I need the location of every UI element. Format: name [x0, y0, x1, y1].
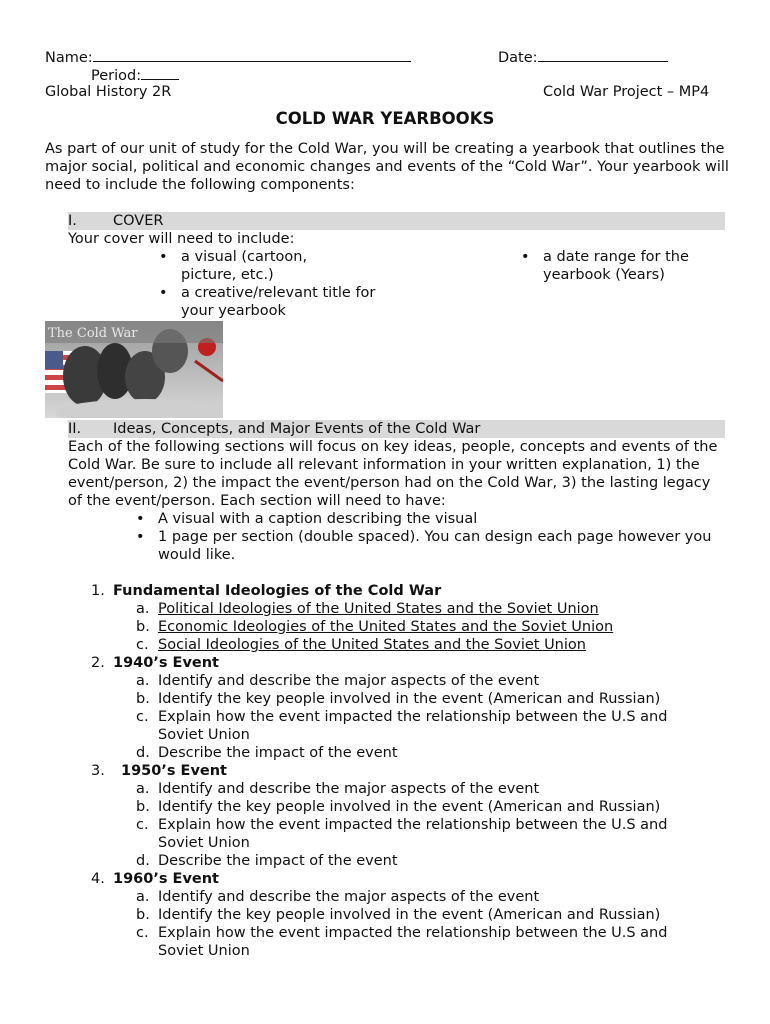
item-1-sub-c [136, 636, 586, 654]
item-2-sub-a [136, 672, 540, 690]
item-4-sub-b [136, 906, 661, 924]
item-2-title: 1940’s Event [113, 655, 219, 671]
item-4-number: 4. [91, 871, 105, 887]
section-1-heading-bar [68, 212, 725, 230]
item-1-title: Fundamental Ideologies of the Cold War [113, 583, 442, 599]
item-1-number: 1. [91, 583, 105, 599]
cover-bullet-visual: • a visual (cartoon, picture, etc.) [181, 248, 366, 284]
item-3-sub-c-text: Explain how the event impacted the relationship between the U.S and Soviet Union [158, 817, 668, 851]
item-3-sub-b-letter: b. [136, 799, 150, 815]
item-4-sub-c [136, 924, 698, 960]
section-2-heading: Ideas, Concepts, and Major Events of the Cold War [113, 421, 481, 437]
course-name: Global History 2R [45, 84, 172, 100]
item-3-sub-b [136, 798, 661, 816]
item-4-title: 1960’s Event [113, 871, 219, 887]
cover-image-lettering: The Cold War [48, 326, 138, 341]
cover-bullet-date: • a date range for the yearbook (Years) [543, 248, 723, 284]
item-4-sub-b-letter: b. [136, 907, 150, 923]
item-2-sub-b [136, 690, 661, 708]
name-blank[interactable] [93, 47, 411, 62]
item-1-sub-b-letter: b. [136, 619, 150, 635]
period-blank[interactable] [141, 65, 179, 80]
section-1-lead: Your cover will need to include: [68, 231, 295, 247]
item-4-sub-a [136, 888, 540, 906]
item-1-sub-a-letter: a. [136, 601, 150, 617]
item-3-sub-d [136, 852, 398, 870]
section-2-bullet-page: • 1 page per section (double spaced). You can design each page however you would like. [158, 528, 718, 564]
name-line[interactable] [45, 47, 411, 67]
intro-paragraph: As part of our unit of study for the Cold War, you will be creating a yearbook that outlines the major social, political and economic changes and events of the “Cold War”. Your yearbook will need to include the following components: [45, 141, 729, 193]
item-2-sub-a-text: Identify and describe the major aspects of the event [158, 673, 540, 689]
section-1-numeral: I. [68, 213, 77, 229]
item-3-sub-d-letter: d. [136, 853, 150, 869]
item-3-sub-a-letter: a. [136, 781, 150, 797]
item-3-sub-c-letter: c. [136, 817, 149, 833]
item-2-sub-d-text: Describe the impact of the event [158, 745, 398, 761]
cover-bullet-title: • a creative/relevant title for your yearbook [181, 284, 381, 320]
item-3-title: 1950’s Event [121, 763, 227, 779]
section-2-body: Each of the following sections will focus on key ideas, people, concepts and events of the Cold War. Be sure to include all relevant information in your written explanation, 1) the event/person, 2) the impact the event/person had on the Cold War, 3) the lasting legacy of the event/person. Each section will need to have: [68, 439, 718, 509]
item-2-sub-d [136, 744, 398, 762]
period-label: Period: [91, 68, 142, 84]
item-4-sub-c-letter: c. [136, 925, 149, 941]
date-line[interactable] [498, 47, 668, 67]
item-2-sub-d-letter: d. [136, 745, 150, 761]
item-1-sub-b-text: Economic Ideologies of the United States and the Soviet Union [158, 619, 614, 635]
item-2-sub-c-letter: c. [136, 709, 149, 725]
item-4-sub-a-letter: a. [136, 889, 150, 905]
name-label: Name: [45, 50, 93, 66]
item-1-sub-a-text: Political Ideologies of the United States and the Soviet Union [158, 601, 599, 617]
item-1-sub-c-letter: c. [136, 637, 149, 653]
item-3-number: 3. [91, 763, 105, 779]
item-3-sub-b-text: Identify the key people involved in the event (American and Russian) [158, 799, 661, 815]
item-1-sub-a [136, 600, 599, 618]
item-2-sub-c-text: Explain how the event impacted the relationship between the U.S and Soviet Union [158, 709, 668, 743]
cover-image [45, 321, 223, 418]
item-4-sub-c-text: Explain how the event impacted the relationship between the U.S and Soviet Union [158, 925, 668, 959]
item-2-sub-b-text: Identify the key people involved in the event (American and Russian) [158, 691, 661, 707]
item-4-sub-b-text: Identify the key people involved in the event (American and Russian) [158, 907, 661, 923]
item-2-sub-a-letter: a. [136, 673, 150, 689]
item-3-sub-d-text: Describe the impact of the event [158, 853, 398, 869]
item-3-sub-c [136, 816, 698, 852]
date-label: Date: [498, 50, 538, 66]
period-line[interactable] [91, 65, 179, 85]
item-3-sub-a [136, 780, 540, 798]
date-blank[interactable] [538, 47, 668, 62]
item-2-number: 2. [91, 655, 105, 671]
item-3-sub-a-text: Identify and describe the major aspects of the event [158, 781, 540, 797]
item-1-sub-b [136, 618, 614, 636]
item-4-sub-a-text: Identify and describe the major aspects of the event [158, 889, 540, 905]
item-1-sub-c-text: Social Ideologies of the United States and the Soviet Union [158, 637, 586, 653]
item-2-sub-c [136, 708, 698, 744]
section-2-numeral: II. [68, 421, 82, 437]
section-2-bullet-visual: • A visual with a caption describing the visual [158, 510, 718, 528]
item-2-sub-b-letter: b. [136, 691, 150, 707]
project-name: Cold War Project – MP4 [543, 84, 710, 100]
page-title: COLD WAR YEARBOOKS [275, 109, 495, 128]
section-1-heading: COVER [113, 213, 164, 229]
